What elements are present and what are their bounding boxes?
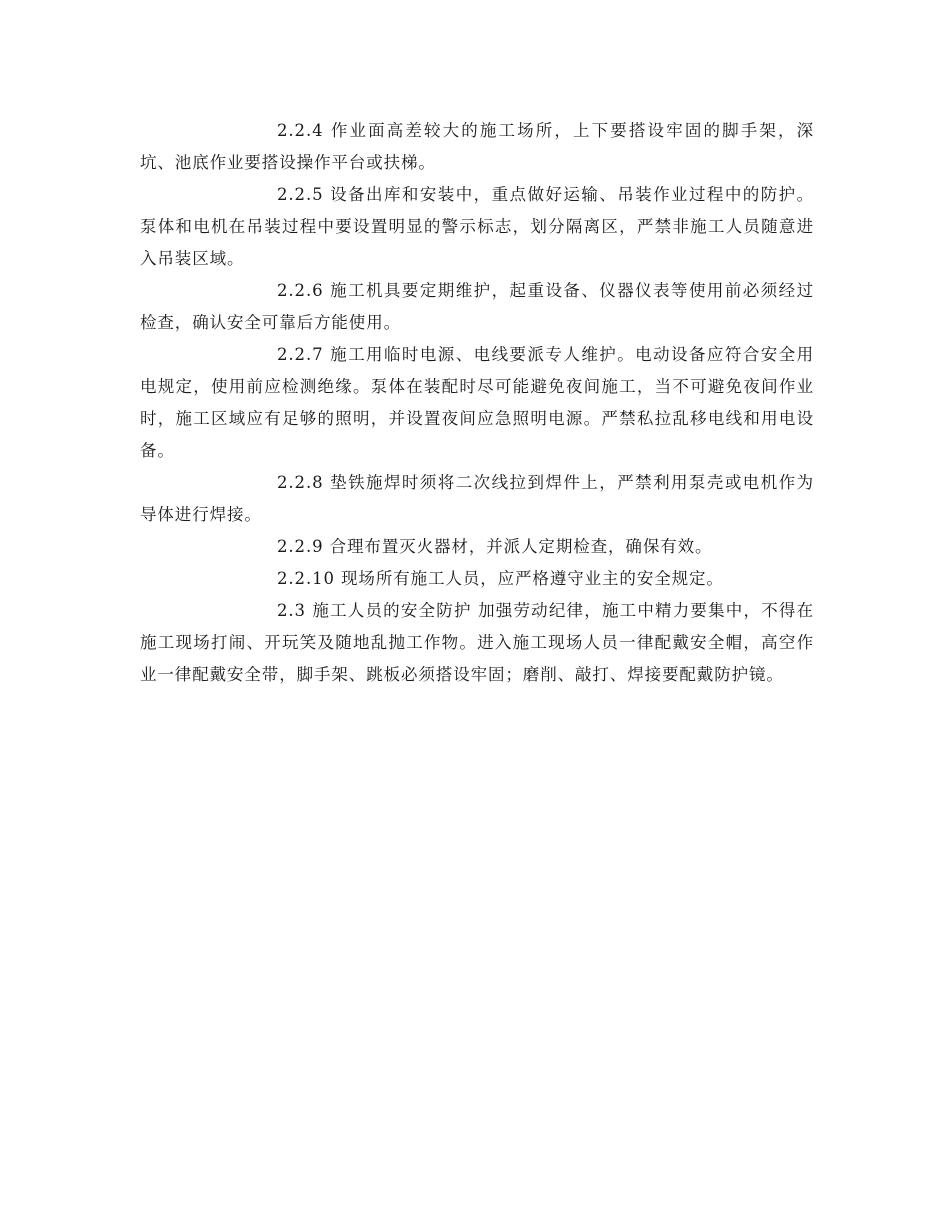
paragraph-2-2-10: 2.2.10 现场所有施工人员，应严格遵守业主的安全规定。 [277,569,724,588]
document-body [140,115,814,691]
paragraph-2-2-5: 2.2.5 设备出库和安装中，重点做好运输、吊装作业过程中的防护。泵体和电机在吊装过程中要设置明显的警示标志，划分隔离区，严禁非施工人员随意进入吊装区域。 [140,185,814,268]
paragraph-2-2-9: 2.2.9 合理布置灭火器材，并派人定期检查，确保有效。 [277,537,713,556]
paragraph-2-2-7: 2.2.7 施工用临时电源、电线要派专人维护。电动设备应符合安全用电规定，使用前应检测绝缘。泵体在装配时尽可能避免夜间施工，当不可避免夜间作业时，施工区域应有足够的照明，并设置夜间应急照明电源。严禁私拉乱移电线和用电设备。 [140,345,814,460]
paragraph-2-2-6: 2.2.6 施工机具要定期维护，起重设备、仪器仪表等使用前必须经过检查，确认安全可靠后方能使用。 [140,281,814,332]
paragraph-2-2-8: 2.2.8 垫铁施焊时须将二次线拉到焊件上，严禁利用泵壳或电机作为导体进行焊接。 [140,473,814,524]
paragraph-2-2-4: 2.2.4 作业面高差较大的施工场所，上下要搭设牢固的脚手架，深坑、池底作业要搭设操作平台或扶梯。 [140,121,814,172]
paragraph-2-3: 2.3 施工人员的安全防护 加强劳动纪律，施工中精力要集中，不得在施工现场打闹、开玩笑及随地乱抛工作物。进入施工现场人员一律配戴安全帽，高空作业一律配戴安全带，脚手架、跳板必须搭设牢固；磨削、敲打、焊接要配戴防护镜。 [140,601,814,684]
